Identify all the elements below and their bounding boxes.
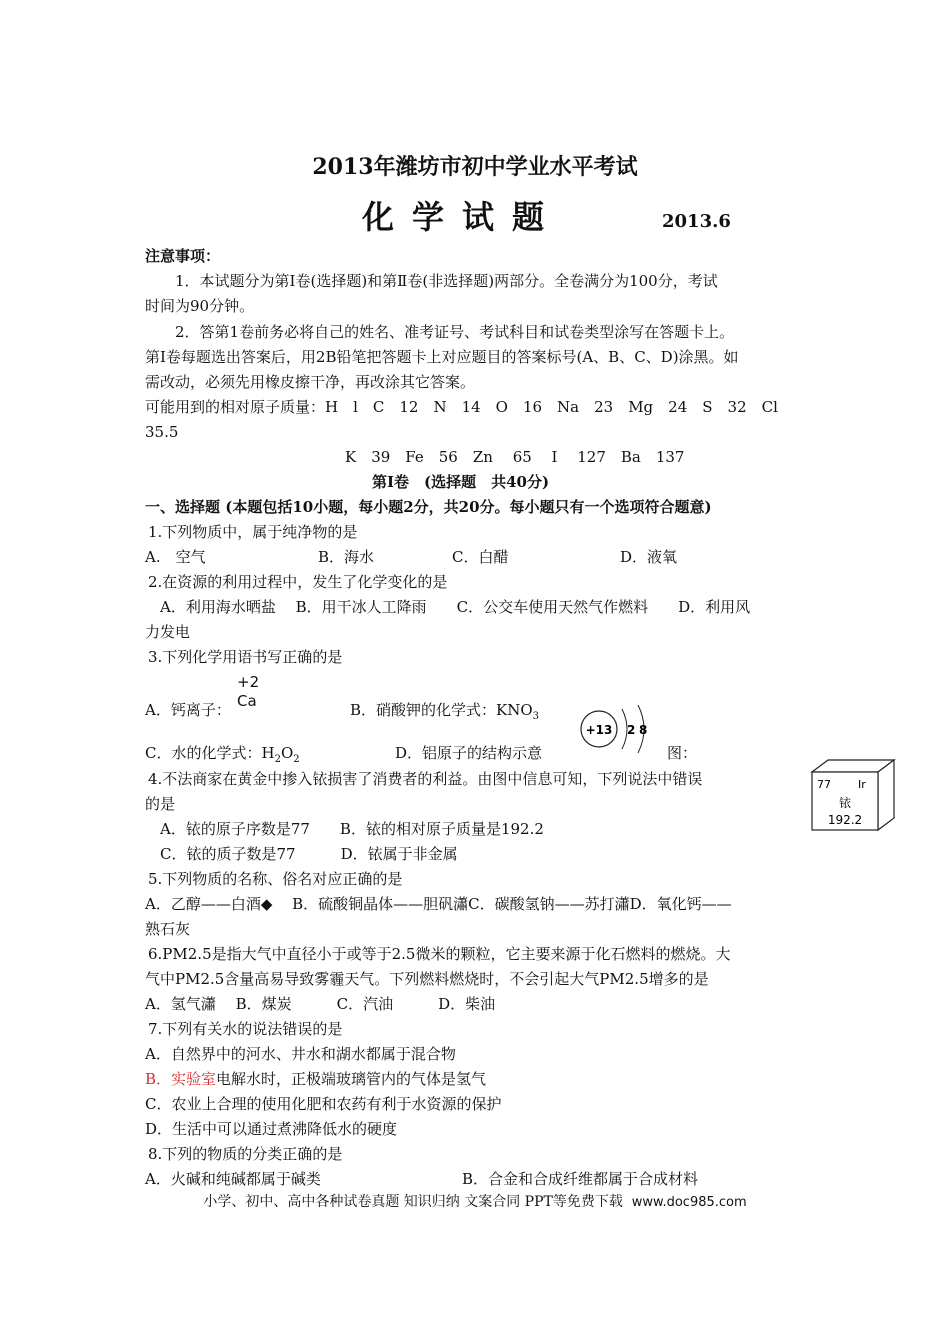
q1-option-b: B．海水: [318, 548, 375, 566]
q7-b-text: 电解水时，正极端玻璃管内的气体是氢气: [216, 1070, 487, 1088]
question-6-line1: 6.PM2.5是指大气中直径小于或等于2.5微米的颗粒，它主要来源于化石燃料的燃烧。大: [148, 945, 731, 963]
notice-item2-line3: 需改动，必须先用橡皮擦干净，再改涂其它答案。: [145, 373, 476, 391]
q8-option-b: B．合金和合成纤维都属于合成材料: [462, 1170, 699, 1188]
q5-options-line2: 熟石灰: [145, 920, 191, 938]
notice-heading: 注意事项：: [145, 247, 221, 265]
q4-options-ab: A．铱的原子序数是77 B．铱的相对原子质量是192.2: [160, 820, 544, 838]
atomic-mass-line3: K 39 Fe 56 Zn 65 I 127 Ba 137: [345, 448, 685, 466]
q3-a-symbol: Ca: [237, 692, 257, 710]
question-6-line2: 气中PM2.5含量高易导致雾霾天气。下列燃料燃烧时，不会引起大气PM2.5增多的是: [145, 970, 709, 988]
question-1: 1.下列物质中，属于纯净物的是: [148, 523, 358, 541]
q3-c-text: C．水的化学式：H: [145, 744, 275, 762]
exam-date: 2013.6: [662, 211, 731, 232]
q6-options: A．氢气瀟 B．煤炭 C．汽油 D．柴油: [145, 995, 496, 1013]
q7-option-b: [145, 1069, 486, 1089]
notice-item2-line1: 2．答第1卷前务必将自己的姓名、准考证号、考试科目和试卷类型涂写在答题卡上。: [175, 323, 735, 341]
footer-link[interactable]: www.doc985.com: [631, 1195, 747, 1210]
question-4-line2: 的是: [145, 795, 176, 813]
q3-option-a: A．钙离子：: [145, 701, 231, 719]
q3-option-d-tail: 图：: [667, 744, 698, 762]
q7-option-c: C．农业上合理的使用化肥和农药有利于水资源的保护: [145, 1095, 502, 1113]
q3-b-text: B．硝酸钾的化学式：KNO: [350, 701, 533, 719]
q8-option-a: A．火碱和纯碱都属于碱类: [145, 1170, 321, 1188]
page-footer: [0, 1192, 950, 1213]
card-side-face: [878, 760, 894, 830]
notice-item1-line1: 1．本试题分为第Ⅰ卷(选择题)和第Ⅱ卷(非选择题)两部分。全卷满分为100分，考试: [175, 272, 718, 290]
question-2: 2.在资源的利用过程中，发生了化学变化的是: [148, 573, 448, 591]
question-7: 7.下列有关水的说法错误的是: [148, 1020, 343, 1038]
q2-options-line2: 力发电: [145, 623, 191, 641]
q1-option-d: D．液氧: [620, 548, 678, 566]
footer-text: 小学、初中、高中各种试卷真题 知识归纳 文案合同 PPT等免费下载: [203, 1194, 623, 1210]
atomic-mass-line2: 35.5: [145, 423, 179, 441]
q2-options-line1: A．利用海水晒盐 B．用干冰人工降雨 C．公交车使用天然气作燃料 D．利用风: [160, 598, 751, 616]
q3-b-subscript: 3: [532, 711, 540, 722]
q7-b-highlight: B．实验室: [145, 1070, 217, 1088]
q1-option-c: C．白醋: [452, 548, 509, 566]
element-number: 77: [817, 778, 831, 791]
q3-c-sub2: 2: [293, 754, 300, 765]
q3-a-charge: +2: [237, 673, 260, 691]
atomic-mass-line1: 可能用到的相对原子质量：H l C 12 N 14 O 16 Na 23 Mg 24 S 32 Cl: [145, 398, 778, 416]
subject-title: 化学试题: [362, 198, 563, 236]
q3-c-sub1: 2: [274, 754, 281, 765]
q3-option-c: [145, 743, 300, 770]
section1-part-heading: 一、选择题 (本题包括10小题，每小题2分，共20分。每小题只有一个选项符合题意): [145, 498, 712, 516]
atom-nucleus-label: +13: [585, 723, 613, 737]
question-3: 3.下列化学用语书写正确的是: [148, 648, 343, 666]
question-4-line1: 4.不法商家在黄金中掺入铱损害了消费者的利益。由图中信息可知，下列说法中错误: [148, 770, 703, 788]
iridium-element-card: [808, 756, 900, 836]
exam-title: 2013年潍坊市初中学业水平考试: [312, 154, 638, 180]
atom-shell-1-count: 2: [627, 723, 636, 737]
q7-option-d: D．生活中可以通过煮沸降低水的硬度: [145, 1120, 398, 1138]
q3-c-o: O: [280, 744, 294, 762]
section1-heading: 第Ⅰ卷 (选择题 共40分): [372, 473, 550, 491]
q3-option-b: [350, 700, 539, 727]
question-5: 5.下列物质的名称、俗名对应正确的是: [148, 870, 403, 888]
notice-item1-line2: 时间为90分钟。: [145, 297, 255, 315]
q4-options-cd: C．铱的质子数是77 D．铱属于非金属: [160, 845, 458, 863]
element-mass: 192.2: [827, 813, 863, 827]
q3-option-d: D．铝原子的结构示意: [395, 744, 543, 762]
q7-option-a: A．自然界中的河水、井水和湖水都属于混合物: [145, 1045, 456, 1063]
notice-item2-line2: 第Ⅰ卷每题选出答案后，用2B铅笔把答题卡上对应题目的答案标号(A、B、C、D)涂黑。如: [145, 348, 739, 366]
element-name: 铱: [838, 796, 852, 810]
element-symbol: Ir: [858, 778, 866, 791]
q5-options-line1: A．乙醇——白酒◆ B．硫酸铜晶体——胆矾瀟C．碳酸氢钠——苏打瀟D．氧化钙——: [145, 895, 732, 913]
question-8: 8.下列的物质的分类正确的是: [148, 1145, 343, 1163]
q1-option-a: A. 空气: [145, 548, 206, 566]
aluminum-atom-diagram: [578, 703, 658, 755]
atom-shell-2-count: 8: [639, 723, 648, 737]
